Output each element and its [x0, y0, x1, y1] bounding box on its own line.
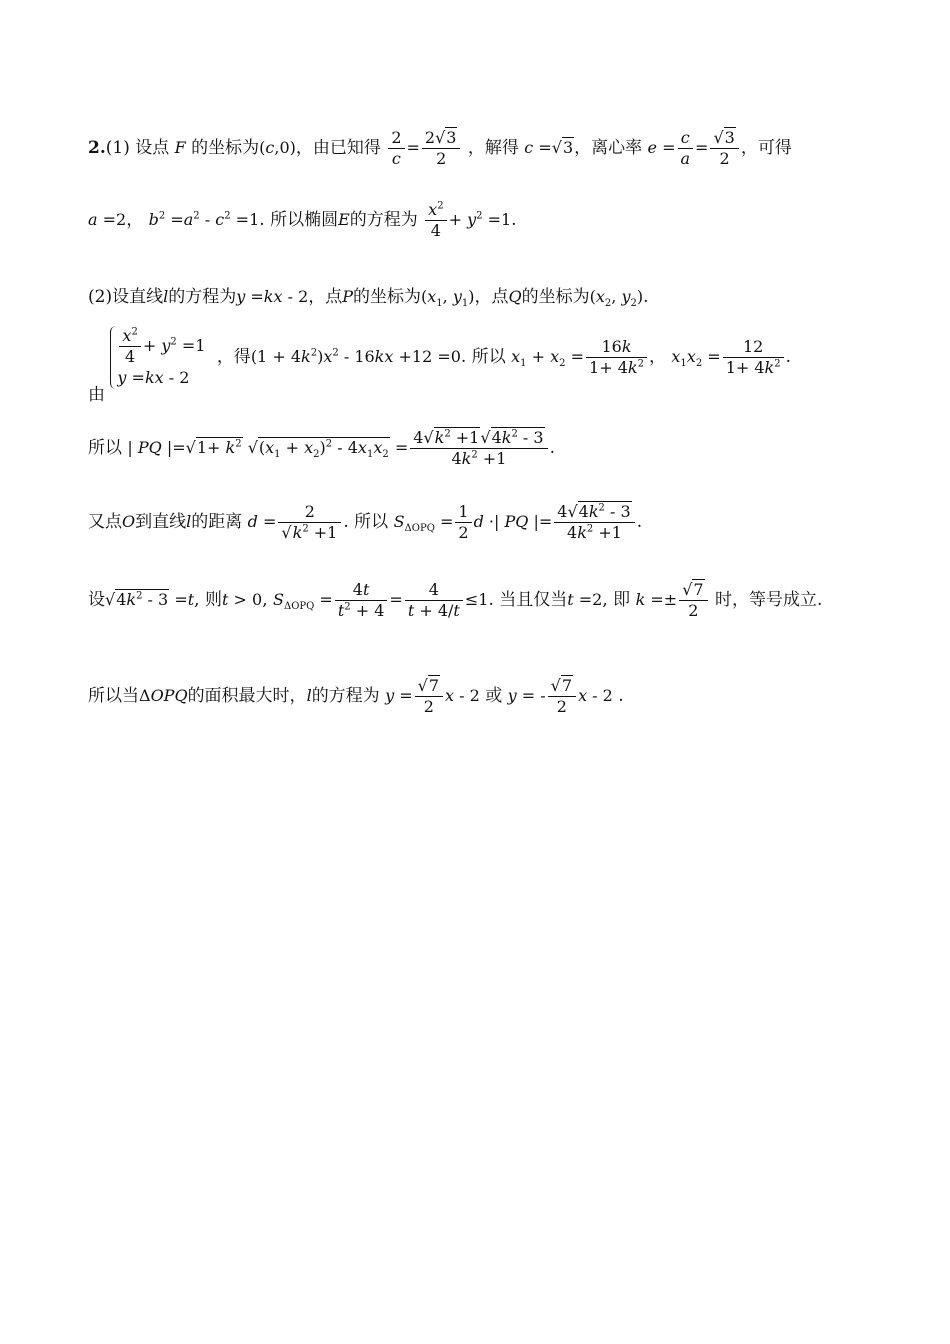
fraction-sqrt3-over-2: $\frac{√3}{2}$ — [710, 128, 738, 169]
text: 所以当 — [88, 686, 139, 706]
text: . — [618, 686, 624, 706]
math-E: E — [338, 210, 350, 229]
fraction-2sqrt3-over-2: $\frac{2√3}{2}$ — [422, 128, 461, 169]
text: ， — [126, 210, 144, 230]
text: 的距离 — [191, 512, 243, 532]
fraction-12: $\frac{12}{1+ 4k^2}$ — [723, 337, 784, 378]
text: ，由已知得 — [295, 138, 381, 158]
text: 由 — [88, 385, 105, 406]
text: ，解得 — [467, 138, 519, 158]
solution-line-1: 2.(1) 设点 F 的坐标为(c,0)，由已知得 $\frac{2}{c}$ = $\frac{2√3}{2}$ ，解得 c =√3，离心率 e = $\frac{c}{a}$ = $\frac{√3}{2}$ ，可得 — [88, 128, 792, 168]
math-area-OPQ: $S_{\Delta OPQ}$ = — [393, 512, 454, 535]
text: . — [785, 347, 792, 368]
math-sum-roots: $x_1 + x_2$ = — [511, 347, 585, 370]
fraction-distance: $\frac{2}{√k^2 +1}$ — [278, 502, 341, 543]
solution-line-5 — [88, 428, 890, 469]
math-b2-eq: $b^2 =a^2 - c^2 =1$ — [148, 210, 260, 229]
math-PQ-length: | PQ $|=√1+ k^2$ $√(x_1 + x_2)^2 - 4x_1x_2$ = — [127, 438, 409, 461]
math-line-eq: y =kx - 2 — [236, 287, 309, 306]
text: , 则 — [194, 590, 222, 610]
math-k-eq: k =± — [635, 590, 678, 609]
math-sub-t: $√4k^2 - 3 =t$ — [105, 590, 195, 609]
text: , 即 — [602, 590, 631, 610]
text: ，得 — [216, 347, 251, 368]
text: ，可得 — [740, 138, 792, 158]
solution-line-7: 设$√4k^2 - 3 =t$, 则t > 0, $S_{\Delta OPQ}$ = $\frac{4t}{t^2 + 4}$ = $\frac{4}{t + 4/t}$ ≤1. 当且仅当t =2, 即 k =± $\frac{√7}{2}$ 时，等号成立. — [88, 580, 823, 620]
text: , — [262, 590, 268, 610]
text: 设 — [88, 590, 105, 610]
math-area-S: $S_{\Delta OPQ}$ = — [273, 590, 333, 613]
math-quadratic: $(1 + 4k^2)x^2 - 16kx +12 =0$ — [250, 347, 461, 367]
text: 的坐标为 — [191, 138, 260, 158]
solution-line-3 — [88, 282, 890, 309]
math-Q: Q — [508, 287, 522, 306]
solution-line-8: 所以当ΔOPQ的面积最大时，l的方程为 y = $\frac{√7}{2}$ x - 2 或 y = - $\frac{√7}{2}$ x - 2 . — [88, 676, 624, 716]
math-le-1: ≤1 — [464, 590, 489, 609]
fraction-4-over: $\frac{4}{t + 4/t}$ — [405, 580, 463, 621]
fraction-area: $\frac{4√4k^2 - 3}{4k^2 +1}$ — [554, 502, 634, 543]
text: 设直线 — [112, 287, 164, 307]
fraction-sqrt7-over-2-a: $\frac{√7}{2}$ — [415, 676, 443, 717]
math-d-eq: d = — [247, 512, 277, 531]
fraction-sqrt7-over-2: $\frac{√7}{2}$ — [679, 580, 707, 621]
math-l: l — [186, 512, 192, 531]
math-d-PQ: d ·| PQ |= — [473, 512, 553, 531]
text: . — [636, 512, 643, 532]
math-product-roots: $x_1x_2$ = — [671, 347, 721, 370]
text: . 所以椭圆 — [259, 210, 339, 230]
text: ， — [648, 347, 666, 368]
math-t-pos: t > 0 — [221, 590, 263, 609]
text: 时，等号成立. — [714, 590, 823, 610]
fraction-16k: $\frac{16k}{1+ 4k^2}$ — [586, 337, 647, 378]
math-answer-2: y = - — [507, 686, 546, 705]
text: . — [549, 438, 555, 458]
solution-line-2 — [88, 200, 890, 241]
math-l: l — [163, 287, 169, 306]
fraction-4t: $\frac{4t}{t^2 + 4}$ — [335, 580, 388, 621]
text: 的方程为 — [349, 210, 418, 230]
text: . — [643, 287, 649, 307]
text: ，点 — [308, 287, 343, 307]
text: 到直线 — [135, 512, 187, 532]
math-a-eq-2: a =2 — [88, 210, 127, 229]
solution-line-4 — [88, 326, 890, 405]
text: 或 — [485, 686, 503, 706]
math-triangle-OPQ: ΔOPQ — [139, 686, 188, 705]
math-P: P — [342, 287, 354, 306]
part2-label: (2) — [88, 287, 113, 307]
math-l: l — [306, 686, 312, 705]
text: 的方程为 — [168, 287, 237, 307]
math-point-x2y2: ($x_2$, $y_2$) — [589, 287, 644, 310]
text: 的坐标为 — [521, 287, 590, 307]
math-c-eq-sqrt3: c =√3 — [524, 138, 574, 157]
fraction-PQ: $\frac{4√k^2 +1√4k^2 - 3}{4k^2 +1}$ — [410, 428, 547, 469]
equation-system: $\frac{x^2}{4}$ + $y^2 =1$ y =kx - 2 — [110, 326, 205, 389]
fraction-half: $\frac{1}{2}$ — [455, 502, 471, 543]
text: . 所以 — [343, 512, 389, 532]
fraction-c-over-a: $\frac{c}{a}$ — [678, 128, 694, 169]
math-point-c0: (c,0) — [259, 138, 296, 157]
math-ellipse-rest: + $y^2 =1$ — [448, 210, 512, 229]
problem-number: 2. — [88, 138, 106, 158]
math-F: F — [174, 138, 186, 157]
fraction-x2-over-4: $\frac{x^2}{4}$ — [425, 200, 446, 241]
text: . 所以 — [460, 347, 506, 368]
text: 的方程为 — [311, 686, 380, 706]
part1-label: (1) — [105, 138, 130, 158]
text: ，离心率 — [574, 138, 643, 158]
text: 的坐标为 — [353, 287, 422, 307]
math-t-eq-2: t =2 — [567, 590, 603, 609]
math-point-x1y1: ($x_1$, $y_1$) — [421, 287, 475, 310]
math-e-eq: e = — [647, 138, 676, 157]
text: 又点 — [88, 512, 122, 532]
text: ，点 — [474, 287, 509, 307]
text: . 当且仅当 — [488, 590, 568, 610]
math-answer-1: y = — [385, 686, 413, 705]
text: 设点 — [135, 138, 170, 158]
text: . — [511, 210, 517, 230]
fraction-sqrt7-over-2-b: $\frac{√7}{2}$ — [548, 676, 576, 717]
text: 所以 — [88, 438, 122, 458]
fraction-2-over-c: $\frac{2}{c}$ — [388, 128, 404, 169]
solution-line-6 — [88, 502, 890, 543]
text: 的面积最大时， — [187, 686, 307, 706]
math-O: O — [122, 512, 136, 531]
